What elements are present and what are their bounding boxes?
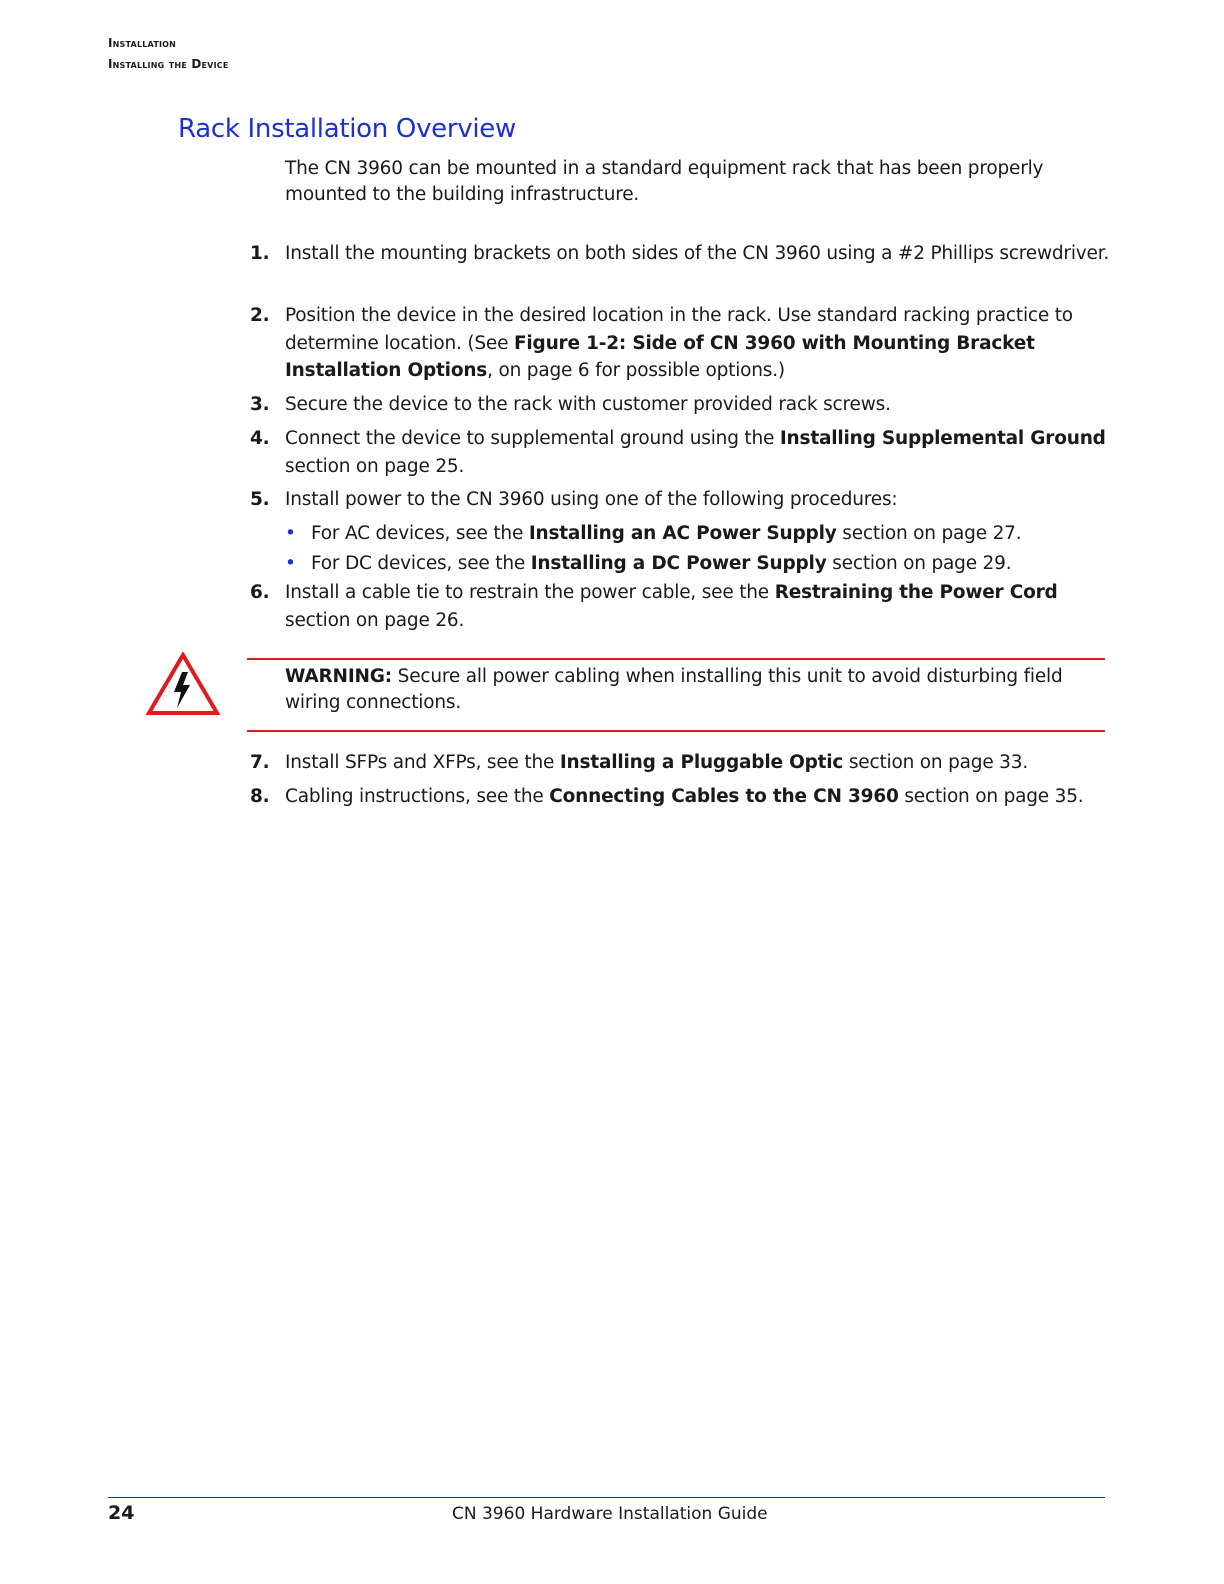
bullet-text-post: section on page 27. [836, 523, 1022, 544]
bullet-text-pre: For DC devices, see the [311, 553, 531, 574]
step-1 [250, 240, 1110, 268]
step-number: 7. [250, 752, 270, 773]
step-text-pre: Connect the device to supplemental ground using the [285, 428, 780, 449]
cross-reference-link[interactable]: Installing a DC Power Supply [530, 553, 827, 574]
warning-text [285, 664, 1095, 716]
warning-bottom-rule [247, 730, 1105, 732]
warning-message: Secure all power cabling when installing this unit to avoid disturbing field wiring connections. [285, 666, 1063, 713]
step-text-pre: Install SFPs and XFPs, see the [285, 752, 560, 773]
step-text-pre: Position the device in the desired location in the rack. Use standard racking practice to determine location. (See [285, 305, 1073, 354]
step-text: Install power to the CN 3960 using one of the following procedures: [285, 489, 898, 510]
step-text-post: section on page 35. [898, 786, 1084, 807]
bullet-item [285, 550, 1085, 578]
header-section: Installing the Device [108, 57, 229, 71]
step-text-post: section on page 25. [285, 455, 465, 477]
step-4 [250, 425, 1110, 480]
warning-label: WARNING: [285, 666, 392, 687]
step-2 [250, 302, 1110, 385]
step-text [285, 425, 1110, 480]
bullet-marker: • [285, 523, 296, 544]
step-text: Secure the device to the rack with customer provided rack screws. [285, 394, 891, 415]
step-number: 4. [250, 428, 270, 449]
page-number: 24 [108, 1502, 135, 1524]
step-text-post: section on page 26. [285, 609, 465, 631]
bullet-marker: • [285, 553, 296, 574]
step-text [285, 749, 1110, 777]
bullet-text-pre: For AC devices, see the [311, 523, 529, 544]
header-chapter: Installation [108, 36, 177, 50]
intro-paragraph: The CN 3960 can be mounted in a standard equipment rack that has been properly mounted to the building infrastructure. [285, 158, 1044, 205]
cross-reference-link[interactable]: Connecting Cables to the CN 3960 [549, 786, 899, 807]
step-3 [250, 391, 1110, 419]
electrical-hazard-icon [146, 652, 220, 716]
bullet-text-post: section on page 29. [826, 553, 1012, 574]
bullet-item [285, 520, 1085, 548]
step-6 [250, 579, 1110, 634]
bullet-text [311, 523, 1021, 544]
cross-reference-link[interactable]: Installing a Pluggable Optic [559, 752, 844, 773]
footer-rule [108, 1497, 1105, 1498]
cross-reference-link[interactable]: Figure 1-2: Side of CN 3960 with Mounting Bracket Installation Options [285, 332, 1035, 381]
step-text [285, 579, 1110, 634]
warning-top-rule [247, 658, 1105, 660]
step-text [285, 783, 1110, 811]
step-text-pre: Install a cable tie to restrain the power cable, see the [285, 582, 775, 603]
document-title: CN 3960 Hardware Installation Guide [452, 1504, 768, 1524]
step-8 [250, 783, 1110, 811]
bullet-text [311, 553, 1011, 574]
section-title: Rack Installation Overview [178, 114, 516, 144]
step-text [285, 302, 1110, 385]
step-text: Install the mounting brackets on both sides of the CN 3960 using a #2 Phillips screwdriver. [285, 243, 1110, 264]
running-header [108, 33, 229, 75]
step-number: 8. [250, 786, 270, 807]
step-number: 1. [250, 243, 270, 264]
cross-reference-link[interactable]: Restraining the Power Cord [774, 582, 1058, 603]
step-5 [250, 486, 1110, 514]
cross-reference-link[interactable]: Installing an AC Power Supply [528, 523, 837, 544]
step-text-post: section on page 33. [843, 752, 1029, 773]
step-7 [250, 749, 1110, 777]
step-number: 6. [250, 582, 270, 603]
step-text-pre: Cabling instructions, see the [285, 786, 550, 807]
step-number: 5. [250, 489, 270, 510]
cross-reference-link[interactable]: Installing Supplemental Ground [779, 428, 1106, 449]
step-number: 3. [250, 394, 270, 415]
step-text-post: , on page 6 for possible options.) [487, 360, 785, 381]
step-number: 2. [250, 305, 270, 326]
